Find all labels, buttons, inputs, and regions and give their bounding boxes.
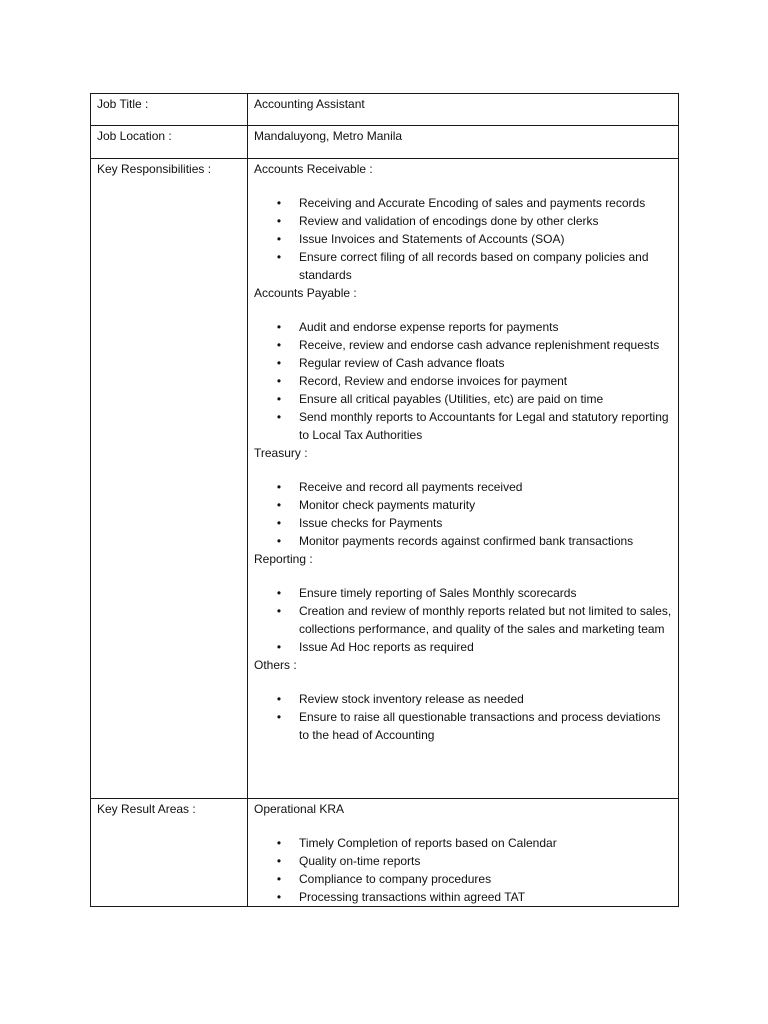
bullet-icon: • [276, 586, 282, 600]
bullet-icon: • [276, 374, 282, 388]
section-accounts-receivable [254, 160, 672, 284]
list-item [276, 408, 672, 444]
bullet-list [254, 690, 672, 744]
bullet-icon: • [276, 710, 282, 724]
section-accounts-payable [254, 284, 672, 444]
bullet-icon: • [276, 480, 282, 494]
list-item-text: Ensure to raise all questionable transactions and process deviations to the head of Accounting [299, 710, 661, 742]
list-item-text: Review and validation of encodings done by other clerks [299, 214, 599, 228]
job-title-row [91, 94, 679, 126]
job-description-table [90, 93, 679, 907]
key-responsibilities-content [248, 159, 679, 799]
list-item [276, 248, 672, 284]
list-item-text: Creation and review of monthly reports related but not limited to sales, collections performance, and quality of the sales and marketing team [299, 604, 672, 636]
bullet-list [254, 194, 672, 284]
key-responsibilities-label: Key Responsibilities : [91, 159, 248, 799]
list-item-text: Receive and record all payments received [299, 480, 523, 494]
list-item-text: Record, Review and endorse invoices for payment [299, 374, 568, 388]
list-item-text: Monitor check payments maturity [299, 498, 476, 512]
section-others [254, 656, 672, 744]
bullet-list [254, 834, 672, 906]
list-item [276, 212, 672, 230]
list-item [276, 514, 672, 532]
job-title-label: Job Title : [91, 94, 248, 126]
job-location-value: Mandaluyong, Metro Manila [248, 126, 679, 159]
section-heading: Reporting : [254, 552, 313, 566]
list-item [276, 496, 672, 514]
key-result-areas-row [91, 799, 679, 907]
bullet-icon: • [276, 498, 282, 512]
list-item [276, 478, 672, 496]
key-result-areas-label: Key Result Areas : [91, 799, 248, 907]
bullet-icon: • [276, 836, 282, 850]
bullet-icon: • [276, 356, 282, 370]
job-location-label: Job Location : [91, 126, 248, 159]
bullet-icon: • [276, 196, 282, 210]
list-item [276, 532, 672, 550]
job-title-value: Accounting Assistant [248, 94, 679, 126]
list-item [276, 834, 672, 852]
list-item-text: Ensure correct filing of all records based on company policies and standards [299, 250, 649, 282]
list-item-text: Issue Invoices and Statements of Accounts (SOA) [299, 232, 565, 246]
section-heading: Others : [254, 658, 297, 672]
bullet-icon: • [276, 640, 282, 654]
bullet-icon: • [276, 392, 282, 406]
list-item [276, 708, 672, 744]
list-item [276, 584, 672, 602]
list-item-text: Receiving and Accurate Encoding of sales and payments records [299, 196, 646, 210]
list-item [276, 318, 672, 336]
list-item [276, 602, 672, 638]
list-item [276, 354, 672, 372]
section-heading: Accounts Payable : [254, 286, 357, 300]
list-item-text: Receive, review and endorse cash advance replenishment requests [299, 338, 660, 352]
bullet-icon: • [276, 890, 282, 904]
list-item-text: Audit and endorse expense reports for payments [299, 320, 559, 334]
list-item-text: Timely Completion of reports based on Calendar [299, 836, 557, 850]
list-item [276, 194, 672, 212]
section-heading: Treasury : [254, 446, 308, 460]
list-item-text: Regular review of Cash advance floats [299, 356, 505, 370]
bullet-icon: • [276, 534, 282, 548]
section-treasury [254, 444, 672, 550]
bullet-icon: • [276, 872, 282, 886]
bullet-icon: • [276, 338, 282, 352]
list-item [276, 390, 672, 408]
bullet-list [254, 584, 672, 656]
list-item-text: Issue Ad Hoc reports as required [299, 640, 474, 654]
list-item [276, 690, 672, 708]
list-item-text: Review stock inventory release as needed [299, 692, 524, 706]
bullet-list [254, 478, 672, 550]
bullet-icon: • [276, 516, 282, 530]
list-item-text: Send monthly reports to Accountants for Legal and statutory reporting to Local Tax Authorities [299, 410, 669, 442]
list-item [276, 230, 672, 248]
key-result-areas-content [248, 799, 679, 907]
section-heading: Accounts Receivable : [254, 162, 373, 176]
bullet-icon: • [276, 250, 282, 264]
bullet-icon: • [276, 854, 282, 868]
bullet-icon: • [276, 232, 282, 246]
list-item-text: Quality on-time reports [299, 854, 421, 868]
bullet-list [254, 318, 672, 444]
section-reporting [254, 550, 672, 656]
bullet-icon: • [276, 320, 282, 334]
list-item [276, 372, 672, 390]
list-item-text: Processing transactions within agreed TAT [299, 890, 526, 904]
key-responsibilities-row [91, 159, 679, 799]
bullet-icon: • [276, 604, 282, 618]
bullet-icon: • [276, 214, 282, 228]
list-item [276, 638, 672, 656]
list-item-text: Compliance to company procedures [299, 872, 492, 886]
bullet-icon: • [276, 410, 282, 424]
list-item [276, 870, 672, 888]
list-item [276, 336, 672, 354]
list-item [276, 852, 672, 870]
section-heading: Operational KRA [254, 802, 345, 816]
list-item-text: Ensure timely reporting of Sales Monthly scorecards [299, 586, 577, 600]
bullet-icon: • [276, 692, 282, 706]
job-location-row [91, 126, 679, 159]
list-item-text: Monitor payments records against confirmed bank transactions [299, 534, 634, 548]
list-item-text: Ensure all critical payables (Utilities, etc) are paid on time [299, 392, 604, 406]
list-item-text: Issue checks for Payments [299, 516, 443, 530]
list-item [276, 888, 672, 906]
